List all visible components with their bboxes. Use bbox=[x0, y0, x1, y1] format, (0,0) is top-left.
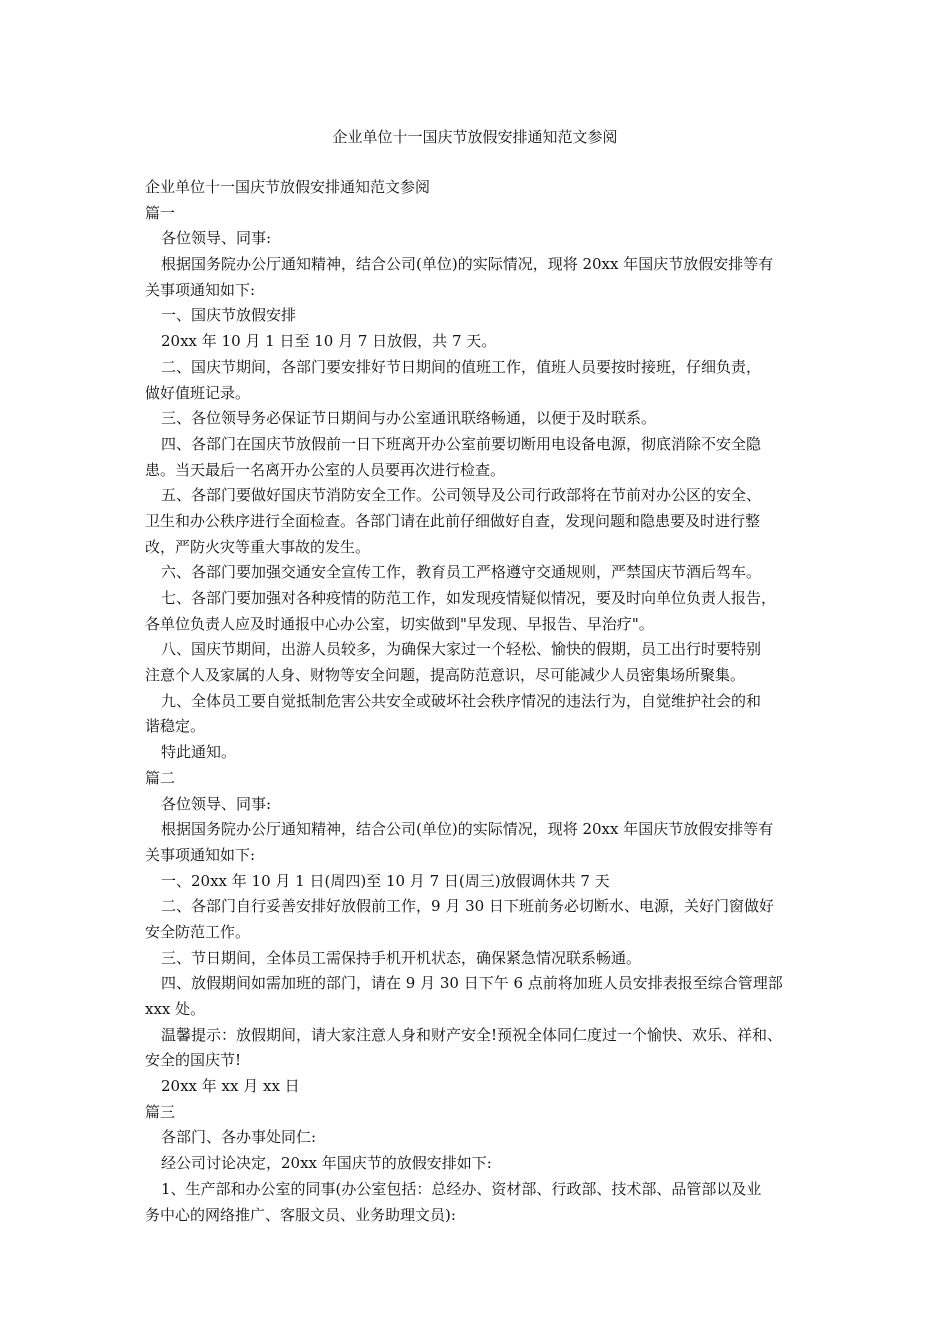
text-line: 经公司讨论决定，20xx 年国庆节的放假安排如下: bbox=[161, 1154, 492, 1173]
document-body bbox=[145, 175, 825, 1228]
text-line: 五、各部门要做好国庆节消防安全工作。公司领导及公司行政部将在节前对办公区的安全、 bbox=[161, 486, 762, 505]
text-line: 根据国务院办公厅通知精神，结合公司(单位)的实际情况，现将 20xx 年国庆节放假安排等有 bbox=[161, 820, 774, 839]
text-line: 各位领导、同事: bbox=[161, 229, 272, 248]
text-line: 篇三 bbox=[145, 1102, 176, 1121]
text-line: 二、各部门自行妥善安排好放假前工作，9 月 30 日下班前务必切断水、电源，关好门窗做好 bbox=[161, 897, 774, 916]
text-line: 务中心的网络推广、客服文员、业务助理文员): bbox=[145, 1205, 456, 1224]
text-line: 六、各部门要加强交通安全宣传工作，教育员工严格遵守交通规则，严禁国庆节酒后驾车。 bbox=[161, 563, 762, 582]
document-lines bbox=[145, 201, 825, 1229]
text-line: 篇一 bbox=[145, 203, 176, 222]
text-line: 八、国庆节期间，出游人员较多，为确保大家过一个轻松、愉快的假期，员工出行时要特别 bbox=[161, 640, 762, 659]
text-line: 关事项通知如下: bbox=[145, 845, 256, 864]
text-line: 患。当天最后一名离开办公室的人员要再次进行检查。 bbox=[145, 460, 506, 479]
text-line: 四、放假期间如需加班的部门，请在 9 月 30 日下午 6 点前将加班人员安排表报至综合管理部 bbox=[161, 974, 783, 993]
text-line: 三、各位领导务必保证节日期间与办公室通讯联络畅通，以便于及时联系。 bbox=[161, 409, 657, 428]
text-line: 卫生和办公秩序进行全面检查。各部门请在此前仔细做好自查，发现问题和隐患要及时进行整 bbox=[145, 511, 761, 530]
text-line: xxx 处。 bbox=[145, 1000, 206, 1018]
text-line: 三、节日期间，全体员工需保持手机开机状态，确保紧急情况联系畅通。 bbox=[161, 948, 642, 967]
text-line: 注意个人及家属的人身、财物等安全问题，提高防范意识，尽可能减少人员密集场所聚集。 bbox=[145, 666, 746, 685]
page-title: 企业单位十一国庆节放假安排通知范文参阅 bbox=[332, 128, 618, 146]
text-line: 各单位负责人应及时通报中心办公室，切实做到"早发现、早报告、早治疗"。 bbox=[145, 614, 654, 633]
document-subtitle: 企业单位十一国庆节放假安排通知范文参阅 bbox=[145, 178, 431, 196]
text-line: 20xx 年 10 月 1 日至 10 月 7 日放假，共 7 天。 bbox=[161, 332, 497, 351]
text-line: 改，严防火灾等重大事故的发生。 bbox=[145, 537, 371, 556]
text-line: 七、各部门要加强对各种疫情的防范工作，如发现疫情疑似情况，要及时向单位负责人报告， bbox=[161, 589, 777, 607]
text-line: 做好值班记录。 bbox=[145, 383, 251, 402]
text-line: 特此通知。 bbox=[161, 743, 237, 762]
text-line: 九、全体员工要自觉抵制危害公共安全或破坏社会秩序情况的违法行为，自觉维护社会的和 bbox=[161, 691, 762, 710]
text-line: 安全防范工作。 bbox=[145, 922, 251, 941]
text-line: 一、20xx 年 10 月 1 日(周四)至 10 月 7 日(周三)放假调休共 7 天 bbox=[161, 871, 610, 890]
text-line: 温馨提示：放假期间，请大家注意人身和财产安全!预祝全体同仁度过一个愉快、欢乐、祥和、 bbox=[161, 1025, 783, 1044]
text-line: 20xx 年 xx 月 xx 日 bbox=[161, 1077, 300, 1096]
text-line: 1、生产部和办公室的同事(办公室包括：总经办、资材部、行政部、技术部、品管部以及业 bbox=[161, 1179, 762, 1198]
text-line: 安全的国庆节! bbox=[145, 1051, 242, 1070]
text-line: 关事项通知如下: bbox=[145, 280, 256, 299]
text-line: 各部门、各办事处同仁: bbox=[161, 1128, 317, 1147]
text-line: 二、国庆节期间，各部门要安排好节日期间的值班工作，值班人员要按时接班，仔细负责， bbox=[161, 357, 762, 376]
text-line: 四、各部门在国庆节放假前一日下班离开办公室前要切断用电设备电源，彻底消除不安全隐 bbox=[161, 434, 762, 453]
text-line: 谐稳定。 bbox=[145, 717, 206, 736]
text-line: 一、国庆节放假安排 bbox=[161, 306, 297, 325]
text-line: 根据国务院办公厅通知精神，结合公司(单位)的实际情况，现将 20xx 年国庆节放假安排等有 bbox=[161, 255, 774, 274]
text-line: 篇二 bbox=[145, 768, 176, 787]
text-line: 各位领导、同事: bbox=[161, 794, 272, 813]
